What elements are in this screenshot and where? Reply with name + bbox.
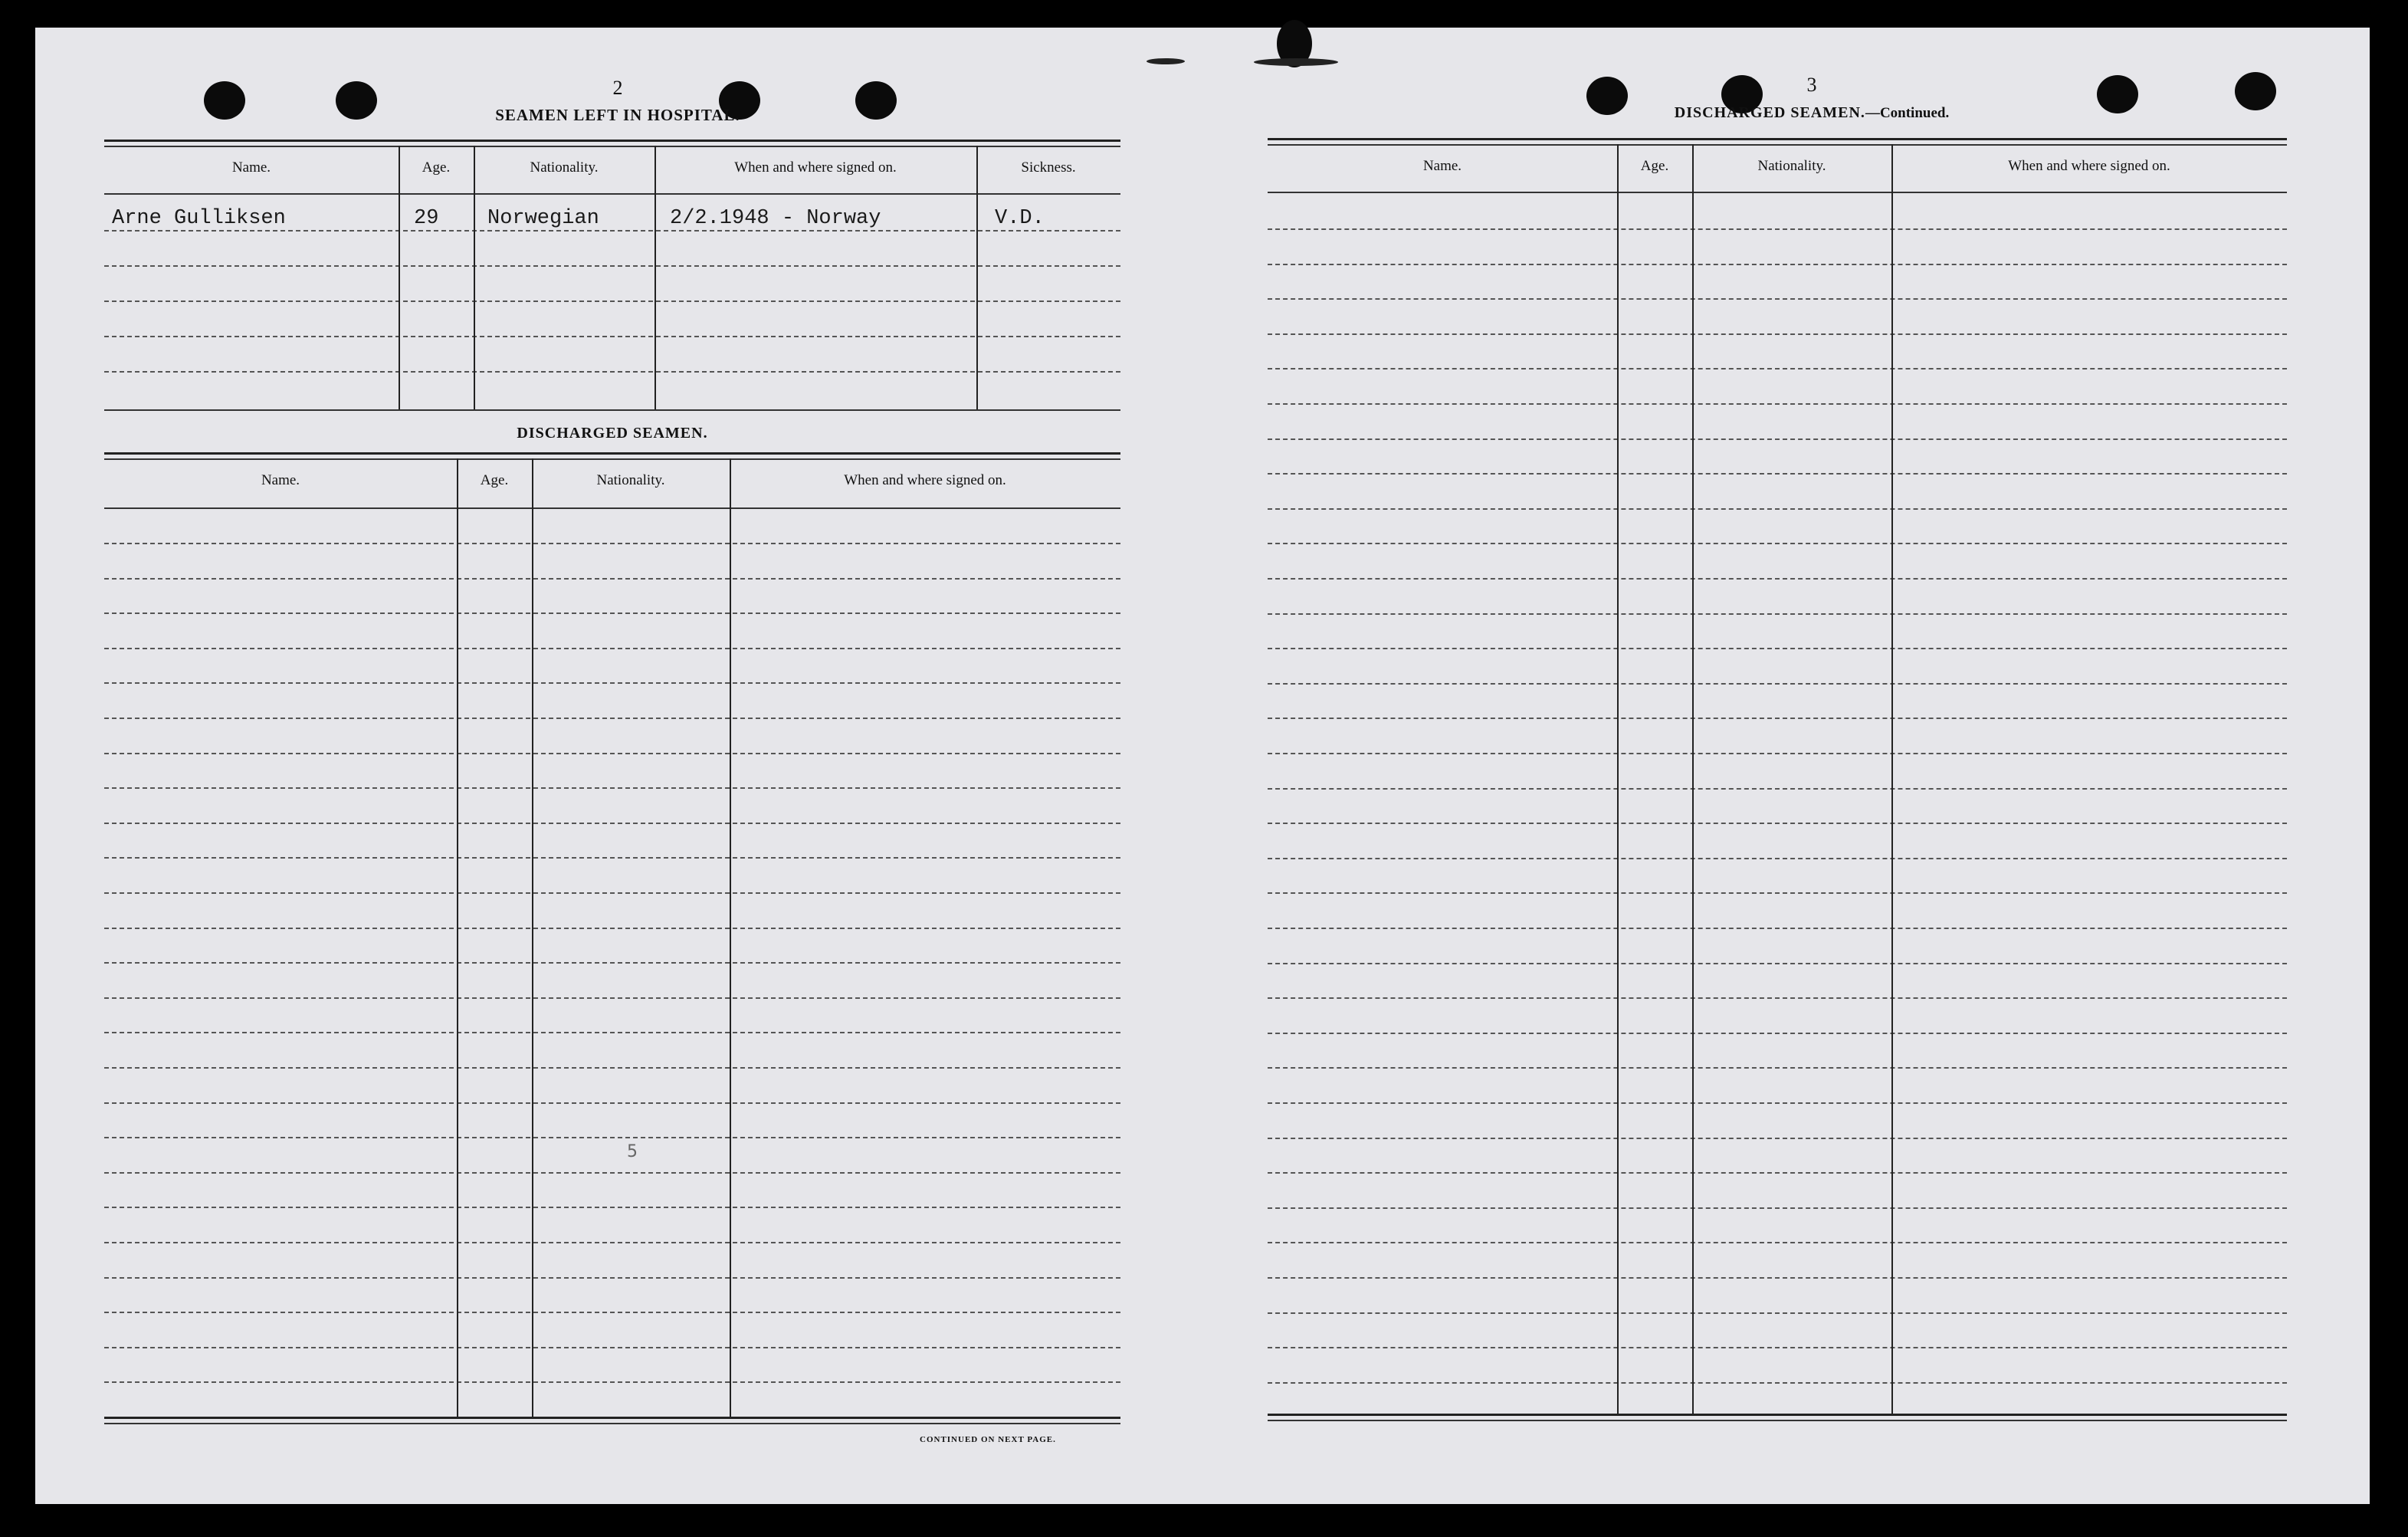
- row-rule: [104, 371, 1120, 373]
- row-rule: [104, 857, 1120, 859]
- column-header-name: Name.: [1422, 158, 1462, 174]
- table-top-rule: [104, 140, 1120, 142]
- row-rule: [104, 578, 1120, 580]
- hospital-age-cell: 29: [414, 207, 439, 230]
- row-rule: [1268, 892, 2287, 894]
- row-rule: [104, 1381, 1120, 1383]
- title-suffix: —Continued.: [1865, 105, 1950, 121]
- table-bottom-rule: [104, 1417, 1120, 1419]
- row-rule: [1268, 298, 2287, 300]
- row-rule: [1268, 753, 2287, 754]
- column-divider: [1617, 144, 1619, 1414]
- row-rule: [1268, 578, 2287, 580]
- row-rule: [104, 1242, 1120, 1243]
- hospital-name-cell: Arne Gulliksen: [112, 207, 286, 230]
- row-rule: [1268, 508, 2287, 510]
- discharged-continued-title: [1268, 104, 2356, 122]
- row-rule: [1268, 473, 2287, 475]
- table-top-rule: [1268, 138, 2287, 140]
- column-header-name: Name.: [261, 472, 300, 488]
- pencil-mark: 5: [627, 1142, 638, 1161]
- row-rule: [104, 336, 1120, 337]
- row-rule: [1268, 403, 2287, 405]
- column-divider: [399, 146, 400, 409]
- column-header-nationality: Nationality.: [530, 159, 599, 176]
- header-rule: [104, 193, 1120, 195]
- column-divider: [976, 146, 978, 409]
- column-header-sickness: Sickness.: [1021, 159, 1076, 176]
- table-bottom-rule: [104, 1423, 1120, 1424]
- row-rule: [1268, 1067, 2287, 1069]
- row-rule: [1268, 1102, 2287, 1104]
- row-rule: [1268, 264, 2287, 265]
- row-rule: [104, 928, 1120, 929]
- row-rule: [1268, 788, 2287, 790]
- title-main: DISCHARGED SEAMEN.: [1674, 104, 1865, 121]
- row-rule: [104, 718, 1120, 719]
- row-rule: [1268, 1347, 2287, 1348]
- row-rule: [104, 230, 1120, 232]
- row-rule: [1268, 1138, 2287, 1139]
- row-rule: [1268, 648, 2287, 649]
- row-rule: [1268, 1172, 2287, 1174]
- hospital-nationality-cell: Norwegian: [487, 207, 599, 230]
- row-rule: [104, 787, 1120, 789]
- table-bottom-rule: [1268, 1414, 2287, 1416]
- row-rule: [104, 1172, 1120, 1174]
- row-rule: [104, 682, 1120, 684]
- table-top-rule: [104, 452, 1120, 455]
- column-header-nationality: Nationality.: [596, 472, 665, 488]
- row-rule: [1268, 228, 2287, 230]
- hospital-section-title: SEAMEN LEFT IN HOSPITAL.: [495, 106, 740, 124]
- row-rule: [1268, 963, 2287, 964]
- row-rule: [1268, 1207, 2287, 1209]
- right-page: [1268, 28, 2330, 1504]
- row-rule: [1268, 368, 2287, 369]
- row-rule: [1268, 1242, 2287, 1243]
- column-divider: [532, 458, 533, 1418]
- left-page: [104, 28, 1156, 1504]
- column-header-age: Age.: [422, 159, 451, 176]
- row-rule: [1268, 823, 2287, 824]
- row-rule: [104, 892, 1120, 894]
- column-divider: [457, 458, 458, 1418]
- discharged-section-title: DISCHARGED SEAMEN.: [517, 425, 708, 442]
- row-rule: [1268, 1382, 2287, 1384]
- row-rule: [104, 265, 1120, 267]
- row-rule: [104, 753, 1120, 754]
- hospital-sickness-cell: V.D.: [995, 207, 1045, 230]
- row-rule: [104, 1312, 1120, 1313]
- row-rule: [1268, 438, 2287, 440]
- row-rule: [104, 543, 1120, 544]
- column-header-nationality: Nationality.: [1757, 158, 1826, 174]
- row-rule: [1268, 997, 2287, 999]
- table-bottom-rule: [1268, 1420, 2287, 1421]
- column-divider: [474, 146, 475, 409]
- header-rule: [1268, 192, 2287, 193]
- column-header-signed-on: When and where signed on.: [734, 159, 897, 176]
- row-rule: [1268, 683, 2287, 685]
- column-header-age: Age.: [1640, 158, 1669, 174]
- row-rule: [1268, 333, 2287, 335]
- row-rule: [104, 823, 1120, 824]
- row-rule: [104, 1102, 1120, 1104]
- row-rule: [1268, 928, 2287, 929]
- column-divider: [1891, 144, 1893, 1414]
- table-top-rule: [104, 146, 1120, 147]
- row-rule: [104, 648, 1120, 649]
- row-rule: [1268, 543, 2287, 544]
- column-header-signed-on: When and where signed on.: [844, 472, 1006, 488]
- header-rule: [104, 507, 1120, 509]
- table-top-rule: [1268, 144, 2287, 146]
- column-divider: [1692, 144, 1694, 1414]
- row-rule: [104, 613, 1120, 614]
- row-rule: [1268, 613, 2287, 615]
- page-number: 3: [1806, 74, 1817, 96]
- column-header-name: Name.: [231, 159, 271, 176]
- row-rule: [104, 301, 1120, 302]
- row-rule: [104, 1347, 1120, 1348]
- column-header-age: Age.: [480, 472, 509, 488]
- section-rule: [104, 409, 1120, 411]
- row-rule: [104, 1067, 1120, 1069]
- row-rule: [104, 997, 1120, 999]
- table-top-rule: [104, 458, 1120, 460]
- continued-note: CONTINUED ON NEXT PAGE.: [920, 1435, 1056, 1444]
- document-sheet: [35, 28, 2370, 1504]
- column-divider: [654, 146, 656, 409]
- row-rule: [104, 1207, 1120, 1208]
- page-number: 2: [612, 77, 623, 99]
- row-rule: [1268, 1277, 2287, 1279]
- row-rule: [104, 962, 1120, 964]
- column-divider: [730, 458, 731, 1418]
- column-header-signed-on: When and where signed on.: [2008, 158, 2170, 174]
- row-rule: [104, 1277, 1120, 1279]
- hospital-signed-on-cell: 2/2.1948 - Norway: [670, 207, 881, 230]
- row-rule: [104, 1032, 1120, 1033]
- row-rule: [104, 1137, 1120, 1138]
- row-rule: [1268, 1033, 2287, 1034]
- row-rule: [1268, 718, 2287, 719]
- row-rule: [1268, 858, 2287, 859]
- row-rule: [1268, 1312, 2287, 1314]
